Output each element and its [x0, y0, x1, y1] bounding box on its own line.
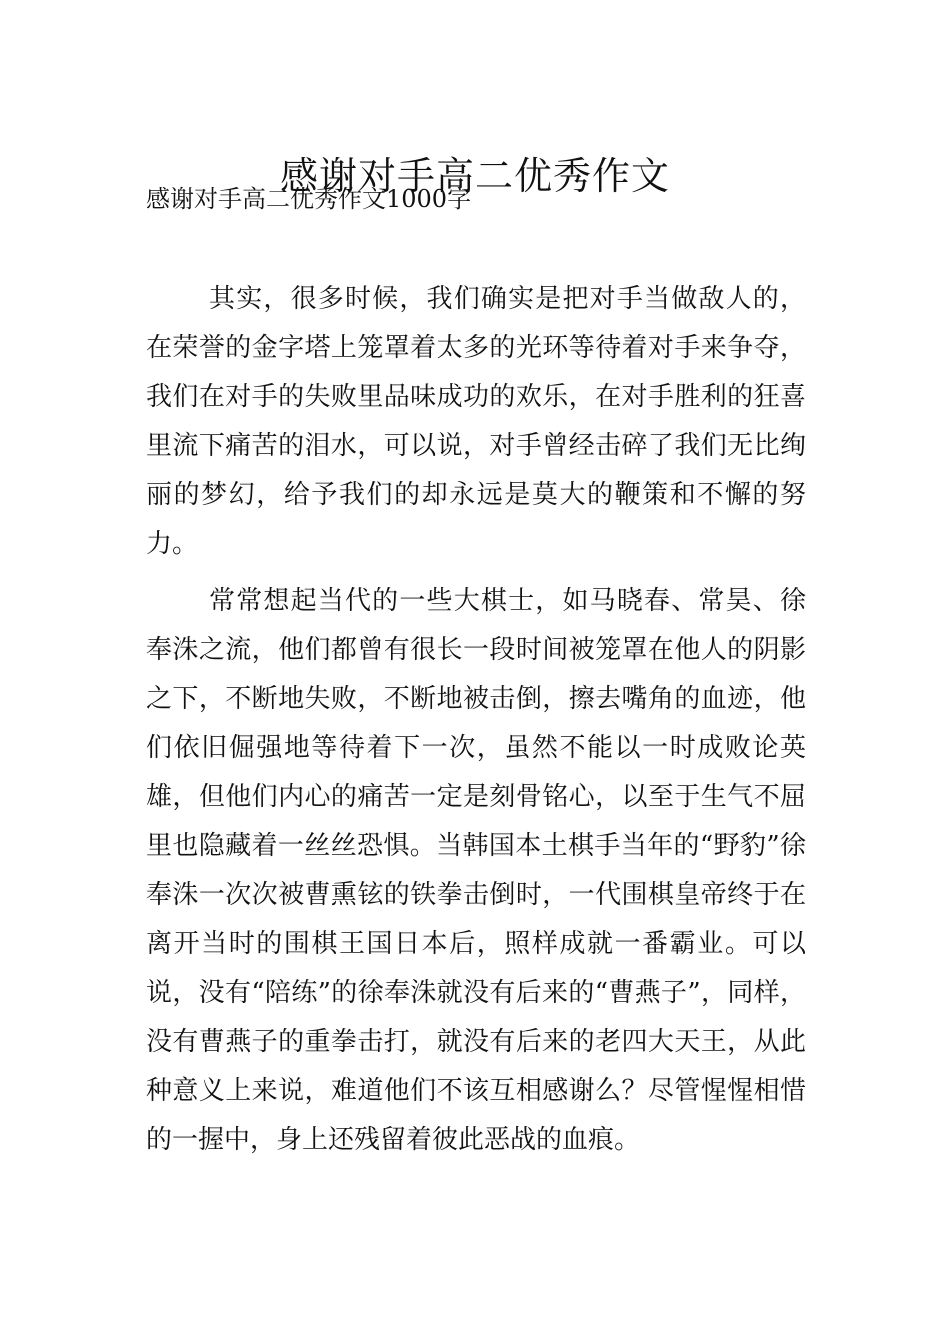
paragraph: 其实，很多时候，我们确实是把对手当做敌人的，在荣誉的金字塔上笼罩着太多的光环等待着对手来争夺，我们在对手的失败里品味成功的欢乐，在对手胜利的狂喜里流下痛苦的泪水，可以说，对手曾经击碎了我们无比绚丽的梦幻，给予我们的却永远是莫大的鞭策和不懈的努力。 — [146, 284, 806, 559]
document-subtitle: 感谢对手高二优秀作文1000字 — [146, 185, 472, 213]
document-title: 感谢对手高二优秀作文 — [279, 154, 670, 199]
paragraph: 常常想起当代的一些大棋士，如马晓春、常昊、徐奉洙之流，他们都曾有很长一段时间被笼罩在他人的阴影之下，不断地失败，不断地被击倒，擦去嘴角的血迹，他们依旧倔强地等待着下一次，虽然不能以一时成败论英雄，但他们内心的痛苦一定是刻骨铭心，以至于生气不屈里也隐藏着一丝丝恐惧。当韩国本土棋手当年的“野豹”徐奉洙一次次被曹熏铉的铁拳击倒时，一代围棋皇帝终于在离开当时的围棋王国日本后，照样成就一番霸业。可以说，没有“陪练”的徐奉洙就没有后来的“曹燕子”，同样，没有曹燕子的重拳击打，就没有后来的老四大天王，从此种意义上来说，难道他们不该互相感谢么？尽管惺惺相惜的一握中，身上还残留着彼此恶战的血痕。 — [146, 586, 806, 1155]
